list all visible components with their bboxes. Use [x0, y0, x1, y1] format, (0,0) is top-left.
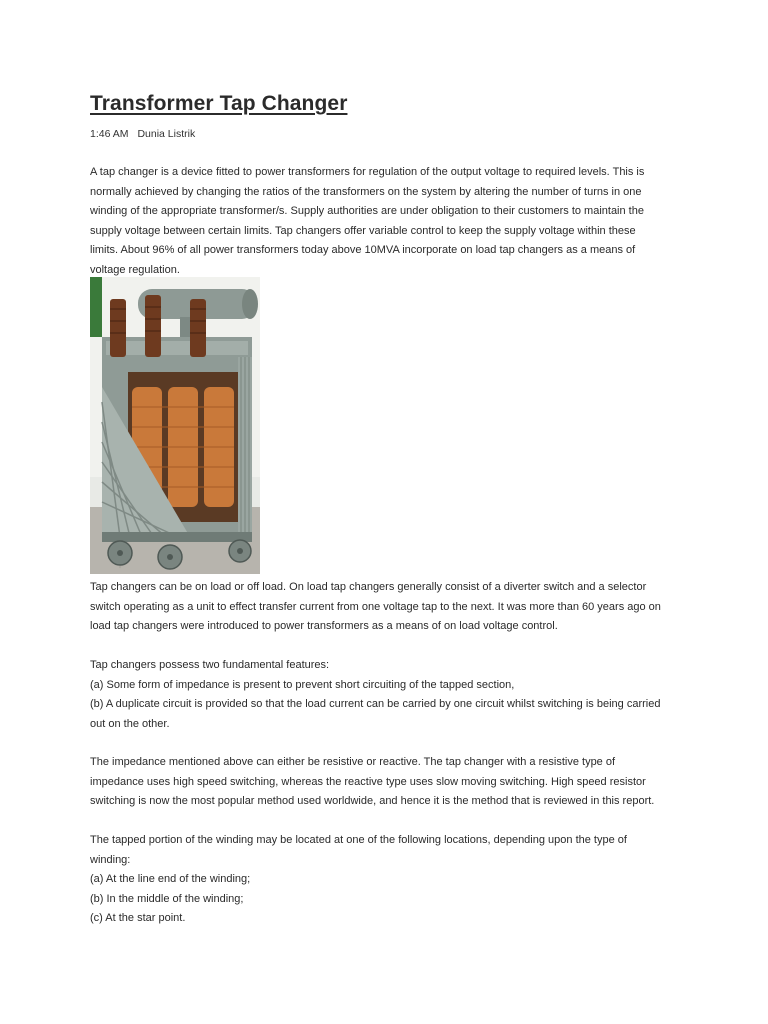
features-paragraph — [90, 656, 690, 734]
post-author: Dunia Listrik — [137, 128, 196, 140]
article-title: Transformer Tap Changer — [90, 92, 348, 115]
post-meta — [90, 128, 195, 140]
on-load-paragraph — [90, 578, 690, 637]
text-line: out on the other. — [90, 717, 170, 730]
text-line: voltage regulation. — [90, 263, 180, 276]
text-line: load tap changers were introduced to power transformers as a means of on load voltage control. — [90, 620, 558, 633]
text-line: normally achieved by changing the ratios of the transformers on the system by altering the number of turns in one — [90, 185, 642, 198]
text-line: impedance uses high speed switching, whereas the reactive type uses slow moving switching. High speed resistor — [90, 775, 646, 788]
tapped-portion-paragraph — [90, 831, 690, 929]
post-time: 1:46 AM — [90, 128, 129, 140]
text-line: (b) A duplicate circuit is provided so that the load current can be carried by one circuit whilst switching is being carried — [90, 698, 661, 711]
text-line: winding of the appropriate transformer/s. Supply authorities are under obligation to their customers to maintain the — [90, 205, 644, 218]
text-line: Tap changers can be on load or off load. On load tap changers generally consist of a diverter switch and a selector — [90, 581, 647, 593]
text-line: The tapped portion of the winding may be located at one of the following locations, depending upon the type of — [90, 834, 627, 846]
text-line: The impedance mentioned above can either be resistive or reactive. The tap changer with a resistive type of — [90, 756, 616, 768]
text-line: switch operating as a unit to effect transfer current from one voltage tap to the next. It was more than 60 years ago on — [90, 600, 661, 613]
text-line: Tap changers possess two fundamental features: — [90, 659, 330, 671]
text-line: limits. About 96% of all power transformers today above 10MVA incorporate on load tap changers as a means of — [90, 244, 636, 257]
intro-paragraph — [90, 163, 690, 281]
text-line: A tap changer is a device fitted to power transformers for regulation of the output voltage to required levels. This is — [90, 166, 645, 178]
text-line: supply voltage between certain limits. Tap changers offer variable control to keep the supply voltage within these — [90, 224, 636, 237]
transformer-photo — [90, 277, 260, 574]
text-line: (c) At the star point. — [90, 912, 186, 925]
text-line: (a) Some form of impedance is present to prevent short circuiting of the tapped section, — [90, 678, 515, 691]
text-line: winding: — [90, 853, 131, 866]
text-line: (a) At the line end of the winding; — [90, 873, 251, 886]
text-line: switching is now the most popular method used worldwide, and hence it is the method that is reviewed in this report. — [90, 795, 655, 808]
impedance-paragraph — [90, 753, 690, 812]
text-line: (b) In the middle of the winding; — [90, 892, 244, 905]
